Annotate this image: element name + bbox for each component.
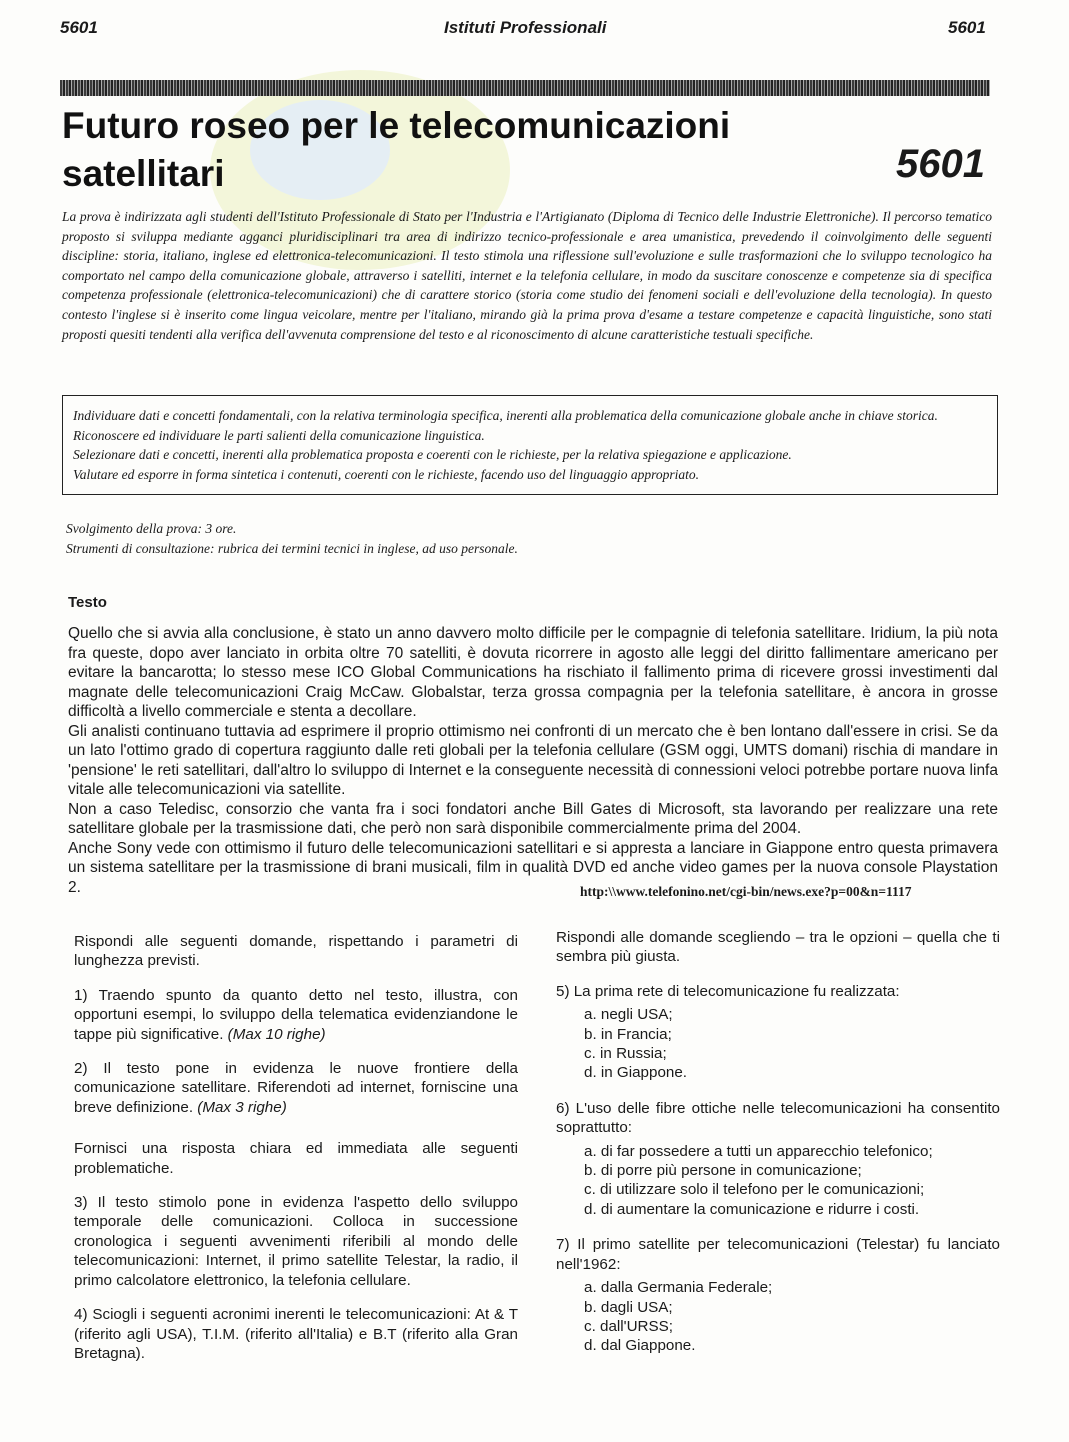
option-item: a. dalla Germania Federale; <box>584 1279 773 1297</box>
exam-duration: Svolgimento della prova: 3 ore. <box>66 521 237 536</box>
objective-item: Valutare ed esporre in forma sintetica i contenuti, coerenti con le richieste, facendo uso del linguaggio appropriato. <box>73 466 700 482</box>
testo-paragraph: Quello che si avvia alla conclusione, è stato un anno davvero molto difficile per le compagnie di telefonia satellitare. Iridium, la più nota fra queste, dopo aver lanciato in orbita oltre 70 satelliti, è dovuta ricorrere in agosto alle leggi del diritto fallimentare americano per evitare la bancarotta; lo stesso mese ICO Global Communications ha rischiato il fallimento prima di ricevere grossi investimenti dal magnate delle telecomunicazioni Craig McCaw. Globalstar, terza grossa compagnia per la telefonia satellitare, è ancora in grosse difficoltà a livello commerciale e stenta a decollare. <box>68 625 998 720</box>
option-item: d. dal Giappone. <box>584 1337 696 1355</box>
source-url: http:\\www.telefonino.net/cgi-bin/news.exe?p=00&n=1117 <box>580 884 912 899</box>
running-header: Istituti Professionali <box>444 18 607 37</box>
question-1 <box>74 986 518 1044</box>
question-5: 5) La prima rete di telecomunicazione fu realizzata: <box>556 982 900 1000</box>
option-item: b. di porre più persone in comunicazione; <box>584 1162 862 1180</box>
questions-right-column <box>556 928 1000 1372</box>
decorative-rule <box>60 80 990 96</box>
objective-item: Riconoscere ed individuare le parti salienti della comunicazione linguistica. <box>73 427 485 443</box>
option-item: d. in Giappone. <box>584 1064 688 1082</box>
option-item: b. dagli USA; <box>584 1298 673 1316</box>
question-6: 6) L'uso delle fibre ottiche nelle telecomunicazioni ha consentito soprattutto: <box>556 1099 1000 1137</box>
option-item: b. in Francia; <box>584 1025 672 1043</box>
instructions-open: Rispondi alle seguenti domande, rispettando i parametri di lunghezza previsti. <box>74 933 518 970</box>
question-1-limit: (Max 10 righe) <box>227 1025 326 1043</box>
objective-item: Selezionare dati e concetti, inerenti alla problematica proposta e coerenti con le richieste, per la relativa spiegazione e applicazione. <box>73 447 792 463</box>
question-2-limit: (Max 3 righe) <box>197 1098 287 1116</box>
instructions-multiple-choice: Rispondi alle domande scegliendo – tra le opzioni – quella che ti sembra più giusta. <box>556 929 1000 966</box>
question-2-text: 2) Il testo pone in evidenza le nuove frontiere della comunicazione satellitare. Riferendoti ad internet, forniscine una breve definizione. <box>74 1060 518 1116</box>
objective-item: Individuare dati e concetti fondamentali, con la relativa terminologia specifica, inerenti alla problematica della comunicazione globale anche in chiave storica. <box>73 408 938 423</box>
instructions-short: Fornisci una risposta chiara ed immediata alle seguenti problematiche. <box>74 1140 518 1177</box>
option-item: a. di far possedere a tutti un apparecchio telefonico; <box>584 1142 933 1160</box>
test-code: 5601 <box>896 142 985 186</box>
question-1-text: 1) Traendo spunto da quanto detto nel testo, illustra, con opportuni esempi, lo sviluppo della telematica evidenziandone le tappe più significative. <box>74 986 518 1043</box>
testo-heading: Testo <box>68 594 107 611</box>
page-number-right: 5601 <box>948 18 986 37</box>
option-item: c. dall'URSS; <box>584 1317 673 1335</box>
question-2 <box>74 1059 518 1117</box>
option-item: c. in Russia; <box>584 1045 667 1063</box>
testo-paragraph: Non a caso Teledisc, consorzio che vanta fra i soci fondatori anche Bill Gates di Microsoft, sta lavorando per realizzare una rete satellitare globale per la trasmissione dati, che però non sarà disponibile commercialmente prima del 2004. <box>68 800 998 837</box>
option-item: c. di utilizzare solo il telefono per le comunicazioni; <box>584 1181 925 1199</box>
page-number-left: 5601 <box>60 18 98 37</box>
option-item: d. di aumentare la comunicazione e ridurre i costi. <box>584 1200 920 1218</box>
objectives-box <box>62 395 998 495</box>
questions-left-column <box>74 932 518 1378</box>
exam-meta <box>66 519 966 558</box>
question-7-options <box>584 1278 1000 1356</box>
intro-paragraph: La prova è indirizzata agli studenti dell'Istituto Professionale di Stato per l'Industria e l'Artigianato (Diploma di Tecnico delle Industrie Elettroniche). Il percorso tematico proposto si sviluppa mediante agganci pluridisciplinari tra area di indirizzo tecnico-professionale e area umanistica, prevedendo il coinvolgimento delle seguenti discipline: storia, italiano, inglese ed elettronica-telecomunicazioni. Il testo stimola una riflessione sull'evoluzione e sulle trasformazioni che lo sviluppo tecnologico ha comportato nel campo della comunicazione globale, attraverso i satelliti, internet e la telefonia cellulare, in modo da suscitare conoscenze e competenze sia di specifica competenza professionale (elettronica-telecomunicazioni) che di carattere storico (storia come studio dei fenomeni sociali e dell'evoluzione della tecnologia). In questo contesto l'inglese si è inserito come lingua veicolare, mentre per l'italiano, mirando già la prima prova d'esame a testare competenze e capacità linguistiche, sono stati proposti quesiti tendenti alla verifica dell'avvenuta comprensione del testo e al riconoscimento di alcune caratteristiche testuali specifiche. <box>62 209 992 342</box>
option-item: a. negli USA; <box>584 1006 673 1024</box>
page-title: Futuro roseo per le telecomunicazioni satellitari <box>62 105 731 194</box>
testo-paragraph: Gli analisti continuano tuttavia ad esprimere il proprio ottimismo nei confronti di un mercato che è ben lontano dall'essere in crisi. Se da un lato l'ottimo grado di copertura raggiunto dalle reti globali per la telefonia cellulare (GSM oggi, UMTS domani) rischia di mandare in 'pensione' le reti satellitari, dall'altro lo sviluppo di Internet e la conseguente necessità di connessioni veloci potrebbe portare nuova linfa vitale alle telecomunicazioni via satellite. <box>68 722 998 798</box>
testo-body <box>68 624 998 897</box>
question-3: 3) Il testo stimolo pone in evidenza l'aspetto dello sviluppo temporale delle comunicazioni. Colloca in successione cronologica i seguenti avvenimenti riferibili al mondo delle telecomunicazioni: Internet, il primo satellite Telestar, la radio, il primo calcolatore elettronico, la telefonia cellulare. <box>74 1194 518 1289</box>
question-4: 4) Sciogli i seguenti acronimi inerenti le telecomunicazioni: At & T (riferito agli USA), T.I.M. (riferito all'Italia) e B.T (riferito alla Gran Bretagna). <box>74 1306 518 1362</box>
question-7: 7) Il primo satellite per telecomunicazioni (Telestar) fu lanciato nell'1962: <box>556 1236 1000 1273</box>
testo-paragraph: Anche Sony vede con ottimismo il futuro delle telecomunicazioni satellitari e si appresta a lanciare in Giappone entro questa primavera un sistema satellitare per la trasmissione di brani musicali, film in qualità DVD ed anche video games per la nuova console Playstation 2. <box>68 839 998 896</box>
question-6-options <box>584 1142 1000 1220</box>
exam-tools: Strumenti di consultazione: rubrica dei termini tecnici in inglese, ad uso personale. <box>66 540 518 556</box>
question-5-options <box>584 1005 1000 1083</box>
